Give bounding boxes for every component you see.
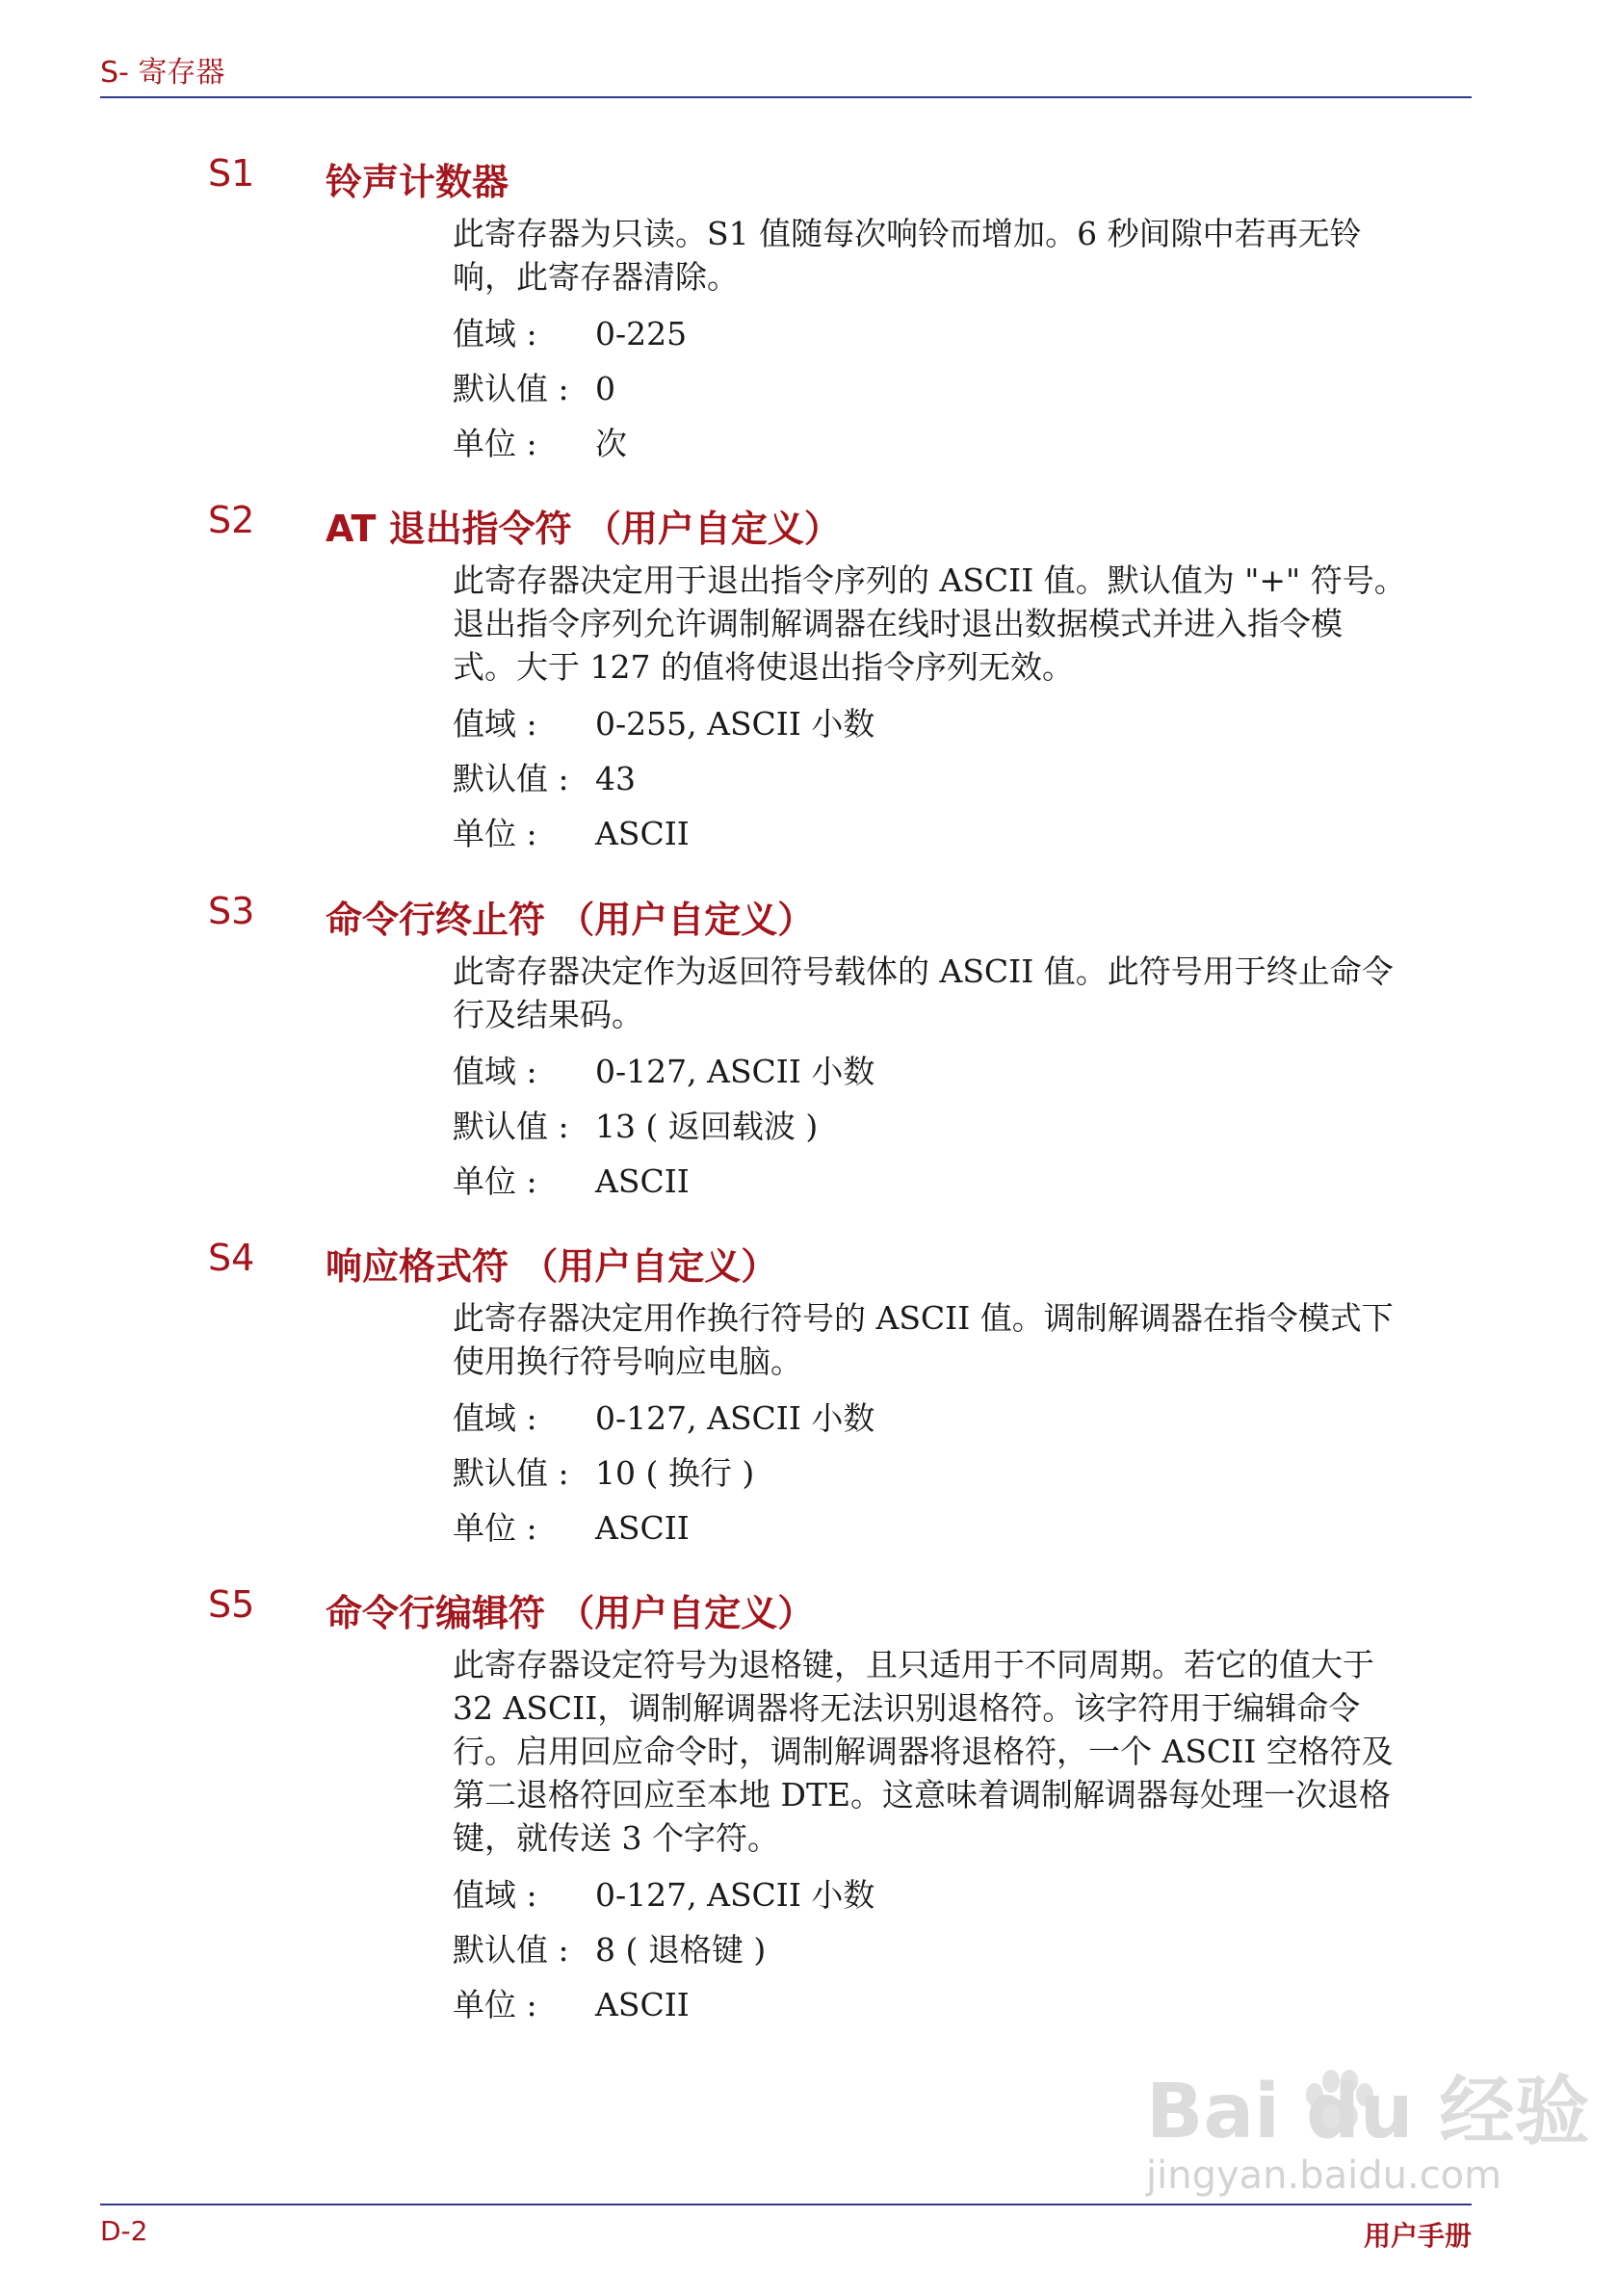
unit-value: ASCII [595, 1986, 690, 2023]
unit-row [453, 1977, 1474, 2032]
range-value: 0-127, ASCII 小数 [595, 1876, 875, 1914]
default-row [453, 751, 1474, 806]
register-description [453, 1643, 1474, 1860]
register-title: 命令行终止符 （用户自定义） [326, 899, 815, 941]
register-description [453, 559, 1474, 689]
register-id: S4 [208, 1237, 255, 1279]
range-label: 值域 : [453, 315, 537, 352]
description-line: 32 ASCII，调制解调器将无法识别退格符。该字符用于编辑命令 [453, 1689, 1361, 1727]
default-row [453, 1446, 1474, 1500]
register-title: 命令行编辑符 （用户自定义） [326, 1592, 815, 1634]
header-rule [100, 96, 1472, 98]
default-row [453, 1922, 1474, 1977]
register-body [453, 950, 1474, 1209]
default-value: 13 ( 返回载波 ) [595, 1108, 819, 1145]
description-line: 第二退格符回应至本地 DTE。这意味着调制解调器每处理一次退格 [453, 1776, 1392, 1813]
description-line: 键，就传送 3 个字符。 [453, 1819, 779, 1857]
description-line: 此寄存器为只读。S1 值随每次响铃而增加。6 秒间隙中若再无铃 [453, 215, 1362, 252]
register-id: S3 [208, 890, 255, 932]
unit-row [453, 1500, 1474, 1555]
default-row [453, 361, 1474, 416]
default-value: 43 [595, 760, 636, 797]
default-value: 10 ( 换行 ) [595, 1454, 755, 1492]
range-value: 0-127, ASCII 小数 [595, 1399, 875, 1437]
register-id: S2 [208, 499, 255, 541]
default-label: 默认值 : [453, 1108, 569, 1145]
range-row [453, 306, 1474, 361]
description-line: 行及结果码。 [453, 996, 643, 1033]
register-body [453, 559, 1474, 861]
register-body [453, 1296, 1474, 1555]
baidu-paw-icon [1295, 2066, 1382, 2143]
range-row [453, 1867, 1474, 1922]
description-line: 式。大于 127 的值将使退出指令序列无效。 [453, 648, 1074, 686]
register-description [453, 950, 1474, 1036]
description-line: 此寄存器设定符号为退格键，且只适用于不同周期。若它的值大于 [453, 1646, 1374, 1683]
unit-label: 单位 : [453, 1986, 537, 2023]
register-body [453, 1643, 1474, 2032]
unit-row [453, 1154, 1474, 1209]
unit-label: 单位 : [453, 815, 537, 852]
range-label: 值域 : [453, 1876, 537, 1914]
description-line: 此寄存器决定用作换行符号的 ASCII 值。调制解调器在指令模式下 [453, 1299, 1394, 1337]
default-label: 默认值 : [453, 370, 569, 407]
range-value: 0-255, ASCII 小数 [595, 705, 875, 743]
range-row [453, 1044, 1474, 1099]
unit-row [453, 806, 1474, 861]
range-label: 值域 : [453, 1053, 537, 1090]
page-number: D-2 [100, 2215, 148, 2247]
description-line: 行。启用回应命令时，调制解调器将退格符，一个 ASCII 空格符及 [453, 1733, 1394, 1770]
range-label: 值域 : [453, 1399, 537, 1437]
default-value: 0 [595, 370, 615, 407]
manual-title: 用户手册 [1363, 2220, 1472, 2252]
register-title: 响应格式符 （用户自定义） [326, 1245, 778, 1288]
range-row [453, 1391, 1474, 1446]
unit-row [453, 416, 1474, 471]
default-label: 默认值 : [453, 1931, 569, 1969]
unit-value: 次 [595, 425, 627, 462]
register-description [453, 212, 1474, 299]
watermark-url: jingyan.baidu.com [1146, 2153, 1502, 2198]
register-description [453, 1296, 1474, 1383]
unit-label: 单位 : [453, 425, 537, 462]
unit-value: ASCII [595, 1162, 690, 1200]
range-value: 0-225 [595, 315, 688, 352]
running-header: S- 寄存器 [100, 56, 225, 90]
unit-value: ASCII [595, 1509, 690, 1547]
register-title: AT 退出指令符 （用户自定义） [326, 508, 841, 550]
default-value: 8 ( 退格键 ) [595, 1931, 767, 1969]
register-id: S5 [208, 1583, 255, 1626]
footer-rule [100, 2204, 1472, 2205]
range-row [453, 696, 1474, 751]
range-value: 0-127, ASCII 小数 [595, 1053, 875, 1090]
register-body [453, 212, 1474, 471]
default-label: 默认值 : [453, 760, 569, 797]
description-line: 使用换行符号响应电脑。 [453, 1343, 802, 1380]
description-line: 退出指令序列允许调制解调器在线时退出数据模式并进入指令模 [453, 605, 1343, 642]
unit-label: 单位 : [453, 1162, 537, 1200]
description-line: 此寄存器决定用于退出指令序列的 ASCII 值。默认值为 "+" 符号。 [453, 561, 1406, 599]
default-row [453, 1099, 1474, 1154]
register-id: S1 [208, 152, 255, 195]
register-title: 铃声计数器 [326, 161, 509, 203]
description-line: 此寄存器决定作为返回符号载体的 ASCII 值。此符号用于终止命令 [453, 952, 1394, 990]
default-label: 默认值 : [453, 1454, 569, 1492]
description-line: 响，此寄存器清除。 [453, 258, 739, 296]
range-label: 值域 : [453, 705, 537, 743]
unit-label: 单位 : [453, 1509, 537, 1547]
watermark-logo: Bai du 经验 [1146, 2069, 1590, 2155]
unit-value: ASCII [595, 815, 690, 852]
